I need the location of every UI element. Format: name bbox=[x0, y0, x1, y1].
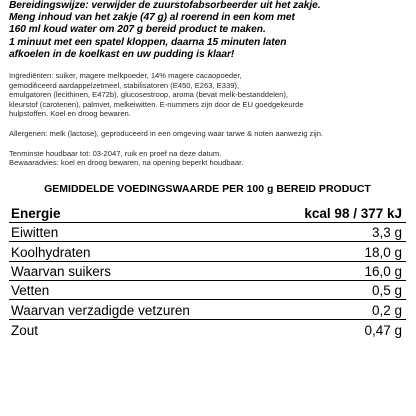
ingredients-line: Ingrediënten: suiker, magere melkpoeder, 14% magere cacaopoeder, bbox=[9, 71, 242, 81]
nutrient-value: 0,47 g bbox=[364, 323, 402, 339]
nutrition-row bbox=[9, 300, 406, 319]
ingredients-line: hulpstoffen. Koel en droog bewaren. bbox=[9, 109, 131, 119]
storage-info bbox=[9, 149, 406, 168]
nutrition-row bbox=[9, 223, 406, 242]
nutrition-header-row bbox=[9, 202, 406, 223]
nutrition-row bbox=[9, 262, 406, 281]
ingredients-line: kleurstof (carotenen), palmvet, melkeiwitten. E-nummers zijn door de EU goedgekeurde bbox=[9, 99, 304, 109]
nutrient-label: Waarvan suikers bbox=[11, 263, 112, 279]
nutrient-label: Vetten bbox=[11, 283, 50, 299]
allergen-line: Allergenen: melk (lactose), geproduceerd in een omgeving waar tarwe & noten aanwezig zijn. bbox=[9, 128, 324, 138]
nutrient-value: 0,2 g bbox=[371, 302, 402, 318]
nutrient-value: 18,0 g bbox=[364, 244, 402, 260]
nutrition-row bbox=[9, 242, 406, 261]
nutrient-value: 16,0 g bbox=[364, 263, 402, 279]
nutrition-title: GEMIDDELDE VOEDINGSWAARDE PER 100 g BEREID PRODUCT bbox=[44, 182, 371, 195]
storage-advice-line: Bewaaradvies: koel en droog bewaren, na opening beperkt houdbaar. bbox=[9, 158, 244, 168]
nutrition-row bbox=[9, 281, 406, 300]
nutrition-table bbox=[9, 202, 406, 339]
nutrient-label: Zout bbox=[11, 323, 39, 339]
energy-value: kcal 98 / 377 kJ bbox=[304, 205, 402, 221]
instructions-line: Meng inhoud van het zakje (47 g) al roerend in een kom met bbox=[9, 12, 295, 24]
nutrient-value: 0,5 g bbox=[371, 283, 402, 299]
nutrient-value: 3,3 g bbox=[371, 225, 402, 241]
preparation-instructions bbox=[9, 0, 406, 61]
nutrient-label: Koolhydraten bbox=[11, 244, 91, 260]
allergen-info bbox=[9, 129, 406, 139]
instructions-line: Bereidingswijze: verwijder de zuurstofabsorbeerder uit het zakje. bbox=[9, 0, 321, 11]
instructions-line: 1 minuut met een spatel kloppen, daarna 15 minuten laten bbox=[9, 36, 287, 48]
nutrient-label: Eiwitten bbox=[11, 225, 59, 241]
energy-label: Energie bbox=[11, 205, 61, 221]
ingredients-list bbox=[9, 71, 406, 119]
ingredients-line: gemodificeerd aardappelzetmeel, stabilisatoren (E450, E263, E339), bbox=[9, 80, 240, 90]
nutrient-label: Waarvan verzadigde vetzuren bbox=[11, 302, 190, 318]
instructions-line: 160 ml koud water om 207 g bereid product te maken. bbox=[9, 24, 266, 36]
nutrition-row bbox=[9, 320, 406, 339]
best-before-line: Tenminste houdbaar tot: 03-2047, ruik en proef na deze datum. bbox=[9, 148, 222, 158]
instructions-line: afkoelen in de koelkast en uw pudding is klaar! bbox=[9, 48, 235, 60]
ingredients-line: emulgatoren (lecithinen, E472b), glucosestroop, aroma (bevat melk-bestanddelen), bbox=[9, 90, 289, 100]
